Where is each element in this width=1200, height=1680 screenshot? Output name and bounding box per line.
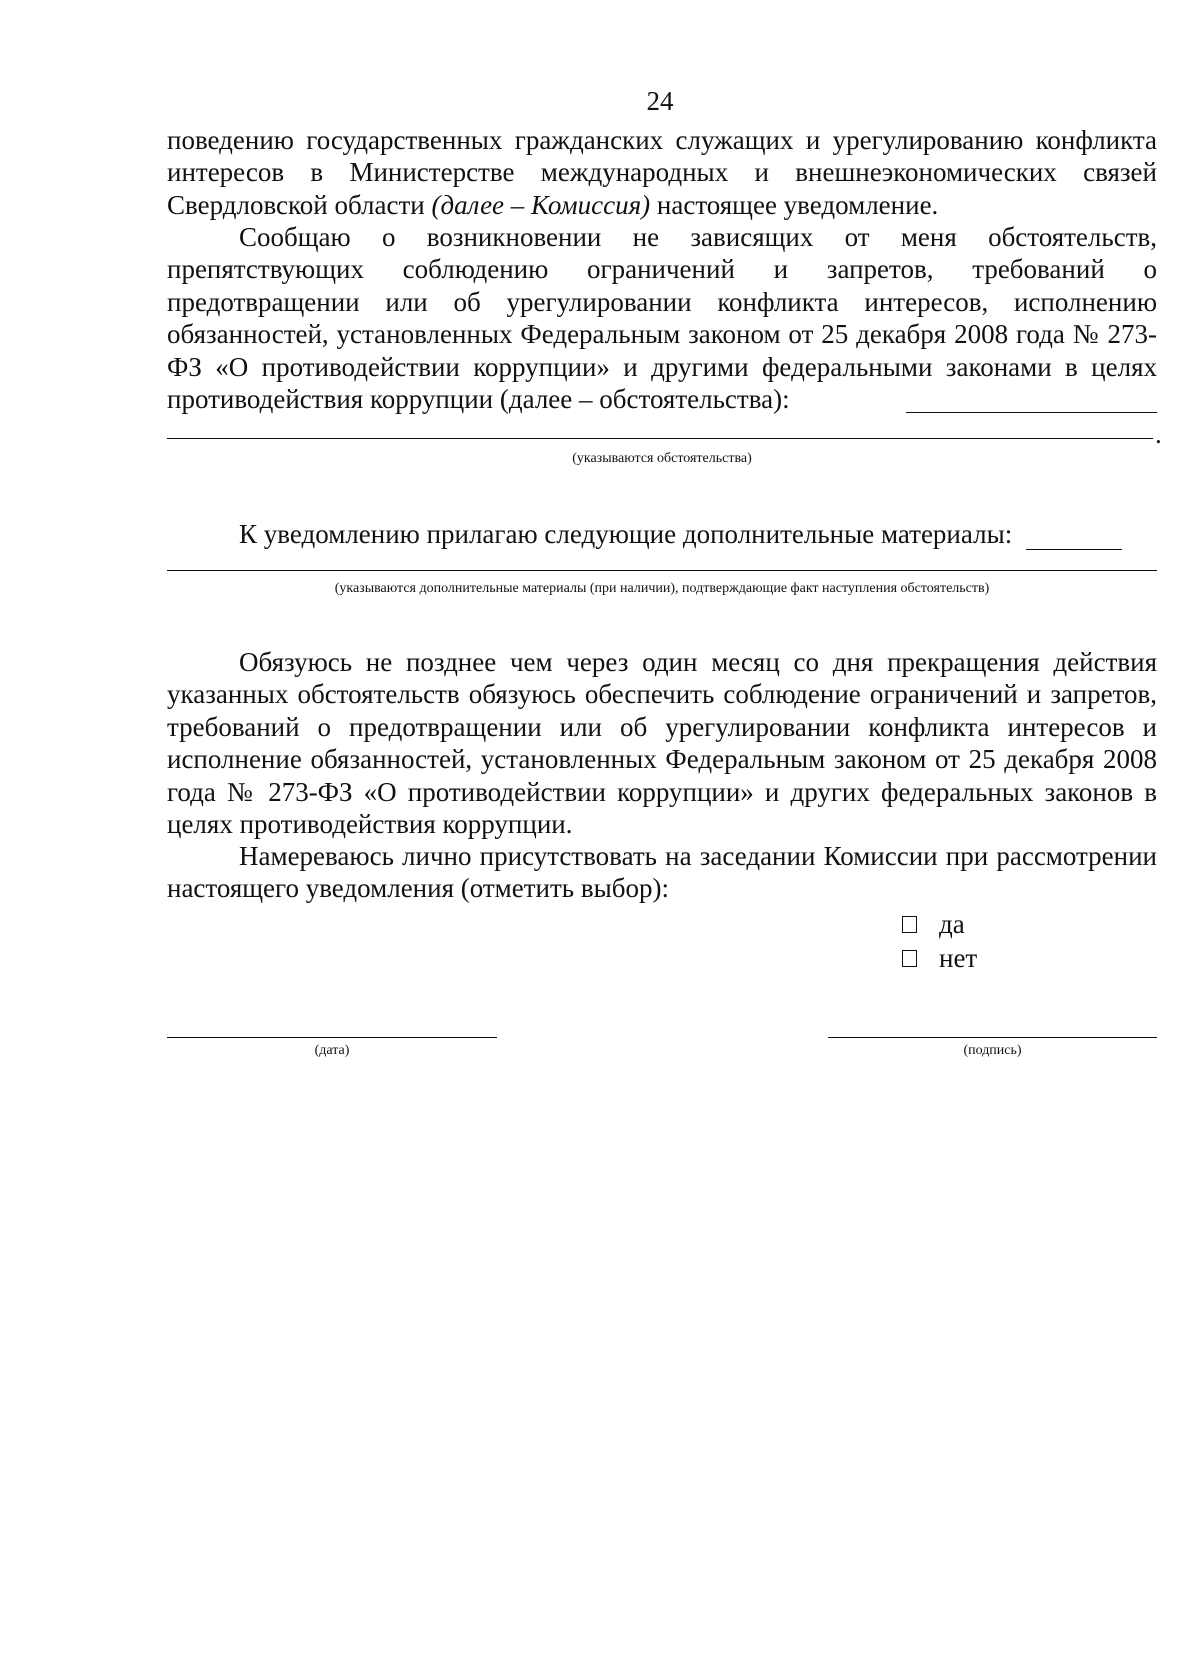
signature-line[interactable] bbox=[828, 1037, 1157, 1038]
paragraph-4-text: Намереваюсь лично присутствовать на заседании Комиссии при рассмотрении настоящего уведомления (отметить выбор): bbox=[167, 841, 1157, 904]
paragraph-3-text: Обязуюсь не позднее чем через один месяц со дня прекращения действия указанных обстоятельств обязуюсь обеспечить соблюдение ограничений и запретов, требований о предотвращении или об урегулировании конфликта интересов и исполнение обязанностей, установленных Федеральным законом от 25 декабря 2008 года № 273-ФЗ «О противодействии коррупции» и других федеральных законов в целях противодействия коррупции. bbox=[167, 647, 1157, 840]
option-yes-row[interactable] bbox=[902, 908, 965, 940]
option-no-label: нет bbox=[939, 943, 978, 973]
line-end-dot: . bbox=[1155, 419, 1162, 449]
option-no-row[interactable] bbox=[902, 942, 977, 974]
paragraph-circumstances bbox=[167, 221, 1157, 415]
materials-row bbox=[167, 518, 1157, 550]
materials-fill-line-1[interactable] bbox=[1026, 525, 1122, 550]
paragraph-continuation bbox=[167, 124, 1157, 221]
circumstances-caption: (указываются обстоятельства) bbox=[572, 451, 752, 466]
circumstances-fill-line-2[interactable] bbox=[167, 438, 1153, 439]
paragraph-obligation bbox=[167, 646, 1157, 840]
paragraph-attendance bbox=[167, 840, 1157, 905]
checkbox-yes[interactable] bbox=[902, 916, 917, 933]
option-yes-label: да bbox=[939, 909, 965, 939]
materials-caption: (указываются дополнительные материалы (при наличии), подтверждающие факт наступления обстоятельств) bbox=[334, 581, 990, 596]
materials-fill-line-2[interactable] bbox=[167, 570, 1157, 571]
signature-caption: (подпись) bbox=[963, 1043, 1022, 1058]
materials-label: К уведомлению прилагаю следующие дополнительные материалы: bbox=[239, 519, 1013, 549]
checkbox-no[interactable] bbox=[902, 950, 917, 967]
paragraph-1-italic: (далее – Комиссия) bbox=[431, 189, 651, 220]
date-caption: (дата) bbox=[314, 1043, 350, 1058]
paragraph-2-text: Сообщаю о возникновении не зависящих от меня обстоятельств, препятствующих соблюдению ограничений и запретов, требований о предотвращении или об урегулировании конфликта интересов, исполнению обязанностей, установленных Федеральным законом от 25 декабря 2008 года № 273-ФЗ «О противодействии коррупции» и другими федеральными законами в целях противодействия коррупции (далее – обстоятельства): bbox=[167, 222, 1157, 415]
page-number: 24 bbox=[646, 86, 674, 116]
circumstances-fill-line-1[interactable] bbox=[906, 412, 1157, 413]
date-line[interactable] bbox=[167, 1037, 497, 1038]
paragraph-1-end: настоящее уведомление. bbox=[650, 189, 939, 220]
paragraph-1-text: поведению государственных гражданских служащих и урегулированию конфликта интересов в Министерстве международных и внешнеэкономических связей Свердловской области bbox=[167, 125, 1157, 220]
